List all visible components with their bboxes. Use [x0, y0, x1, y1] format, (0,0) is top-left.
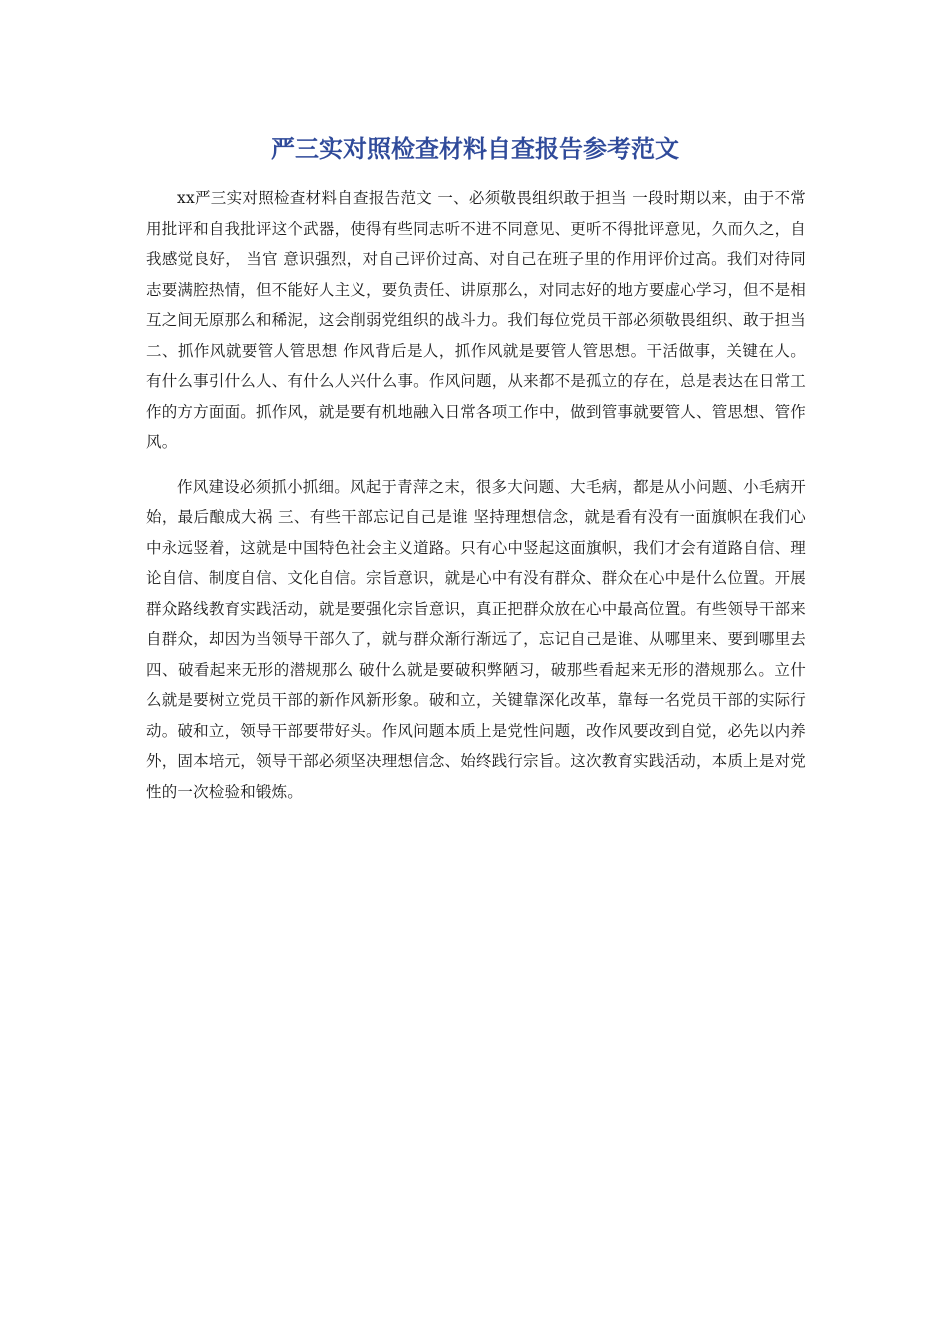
document-title: 严三实对照检查材料自查报告参考范文	[271, 135, 679, 163]
body-paragraph-2: 作风建设必须抓小抓细。风起于青萍之末，很多大问题、大毛病，都是从小问题、小毛病开始，最后酿成大祸 三、有些干部忘记自己是谁 坚持理想信念，就是看有没有一面旗帜在我们心中永远竖着，这就是中国特色社会主义道路。只有心中竖起这面旗帜，我们才会有道路自信、理论自信、制度自信、文化自信。宗旨意识，就是心中有没有群众、群众在心中是什么位置。开展群众路线教育实践活动，就是要强化宗旨意识，真正把群众放在心中最高位置。有些领导干部来自群众，却因为当领导干部久了，就与群众渐行渐远了，忘记自己是谁、从哪里来、要到哪里去 四、破看起来无形的潜规那么 破什么就是要破积弊陋习，破那些看起来无形的潜规那么。立什么就是要树立党员干部的新作风新形象。破和立，关键靠深化改革，靠每一名党员干部的实际行动。破和立，领导干部要带好头。作风问题本质上是党性问题，改作风要改到自觉，必先以内养外，固本培元，领导干部必须坚决理想信念、始终践行宗旨。这次教育实践活动，本质上是对党性的一次检验和锻炼。	[146, 477, 806, 801]
document-body	[146, 183, 806, 821]
body-paragraph-1: xx严三实对照检查材料自查报告范文 一、必须敬畏组织敢于担当 一段时期以来，由于不常用批评和自我批评这个武器，使得有些同志听不进不同意见、更听不得批评意见，久而久之，自我感觉良好， 当官 意识强烈，对自己评价过高、对自己在班子里的作用评价过高。我们对待同志要满腔热情，但不能好人主义，要负责任、讲原那么，对同志好的地方要虚心学习，但不是相互之间无原那么和稀泥，这会削弱党组织的战斗力。我们每位党员干部必须敬畏组织、敢于担当 二、抓作风就要管人管思想 作风背后是人，抓作风就是要管人管思想。干活做事，关键在人。有什么事引什么人、有什么人兴什么事。作风问题，从来都不是孤立的存在，总是表达在日常工作的方方面面。抓作风，就是要有机地融入日常各项工作中，做到管事就要管人、管思想、管作风。	[146, 189, 806, 451]
